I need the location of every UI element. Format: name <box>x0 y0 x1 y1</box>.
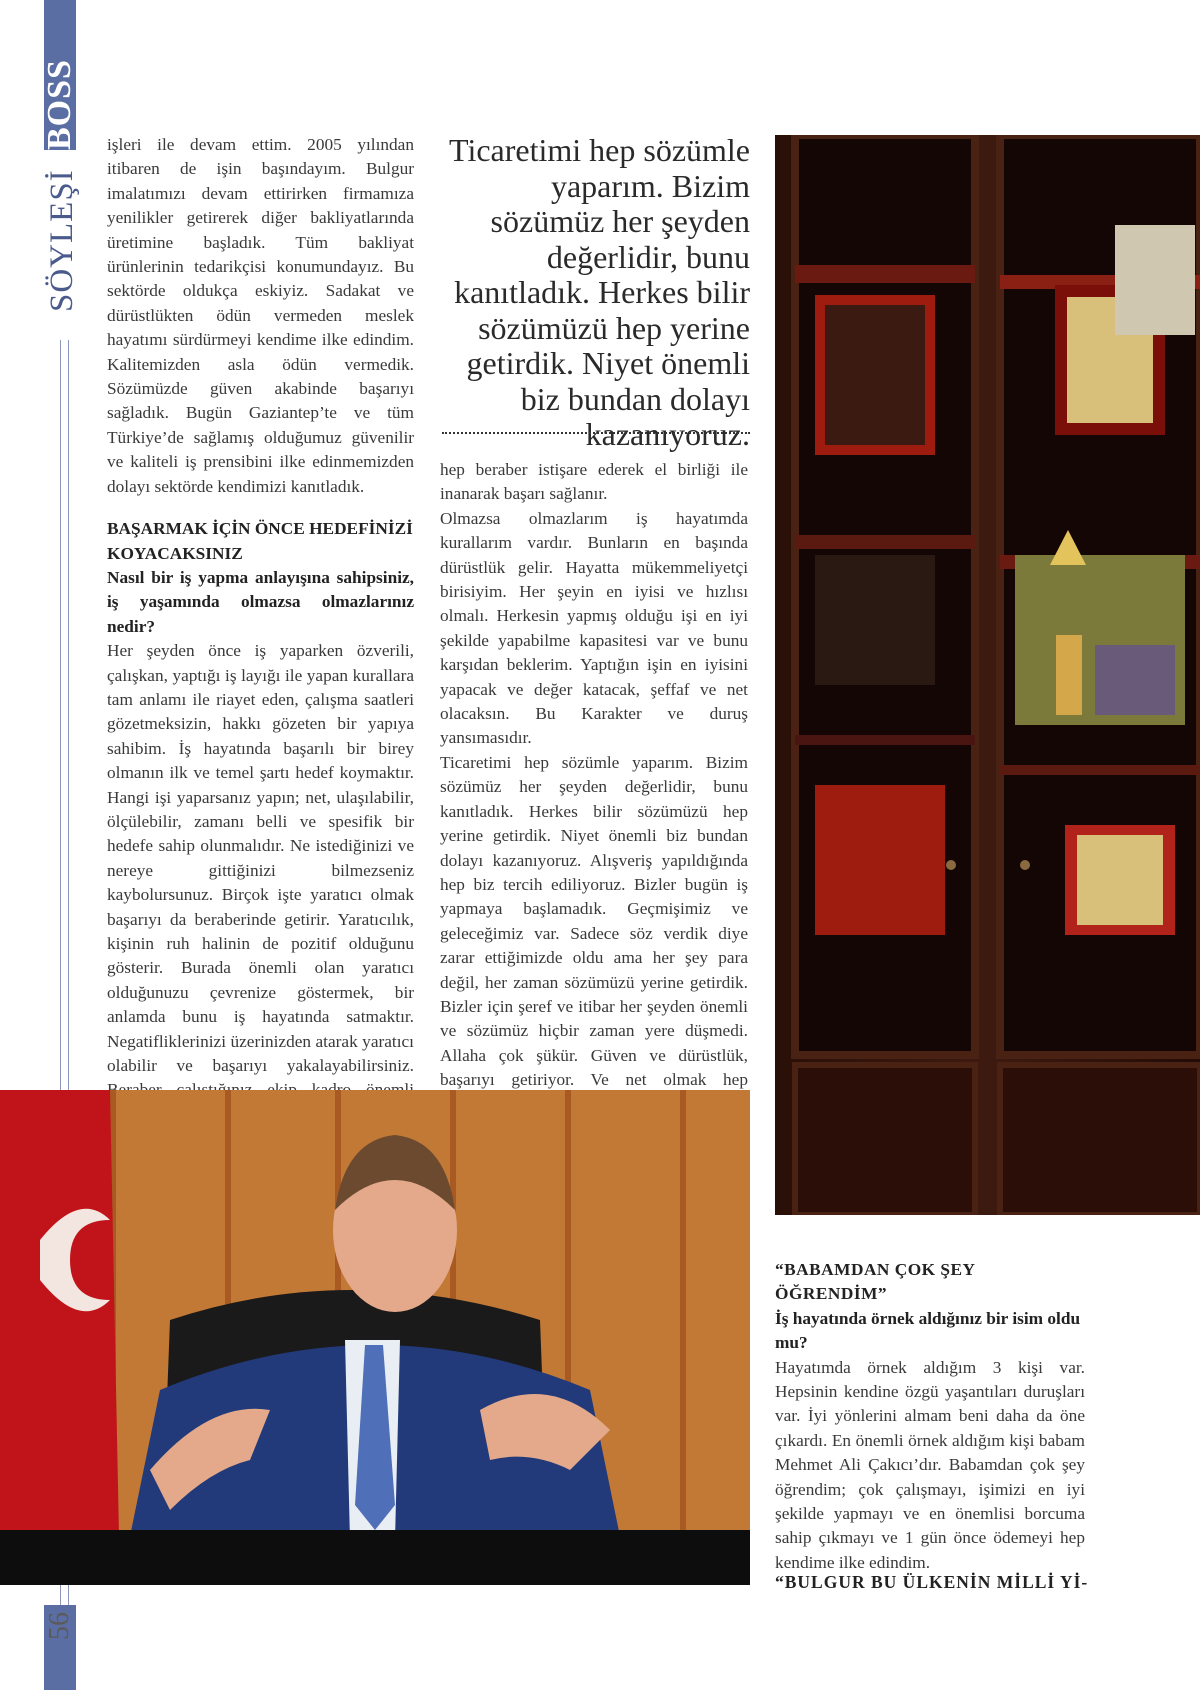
body-paragraph: hep beraber istişare ederek el birliği ile inanarak başarı sağlanır. <box>440 460 748 504</box>
body-paragraph: Olmazsa olmazlarım iş hayatımda kurallarım vardır. Bunların en başında dürüstlük gelir. Hayatta mükemmeliyetçi birisiyim. Her şeyin en iyisi ve hızlısı olmalı. Herkesin yapmış olduğu işi en iyi şekilde yapabilme kapasitesi var ve bunu karşıdan beklerim. Yaptığın işin en iyisini yapacak ve değer katacak, şeffaf ve net olacaksın. Bu Karakter ve duruş yansımasıdır. <box>440 508 748 748</box>
interview-question: Nasıl bir iş yapma anlayışına sahipsiniz, iş yaşamında olmazsa olmazlarınız nedir? <box>107 567 414 636</box>
body-paragraph: Her şeyden önce iş yaparken özverili, çalışkan, yaptığı iş layığı ile yapan kurallara tam anlamı ile riayet eden, çalışma saatleri gözetmeksizin, hakkı gözeten bir yapıya sahibim. İş hayatında başarılı bir birey olmanın ilk ve temel şartı hedef koymaktır. Hangi işi yaparsanız yapın; net, ulaşılabilir, ölçülebilir, zamanı belli ve spesifik bir hedefe sahip olunmalıdır. Ne istediğinizi ve nereye gittiğinizi bilmezseniz kaybolursunuz. Birçok işte yaratıcı olmak başarıyı da beraberinde getirir. Yaratıcılık, kişinin ruh halinin de pozitif olduğunu gösterir. Burada önemli olan yaratıcı olduğunuzu çevrenize göstermek, bir anlamda bunu iş hayatında satmaktır. Negatifliklerinizi üzerinizden atarak yaratıcı olabilir ve başarıyı yakalayabilirsiniz. <box>107 641 414 1076</box>
section-heading: BAŞARMAK İÇİN ÖNCE HEDEFİNİZİ KOYACAKSINIZ <box>107 519 413 563</box>
brand-logo: BOSS <box>41 59 78 150</box>
next-section-heading: “BULGUR BU ÜLKENİN MİLLİ Yİ- <box>775 1572 1089 1592</box>
section-heading: “BABAMDAN ÇOK ŞEY ÖĞRENDİM” <box>775 1260 975 1304</box>
office-cabinet-photo <box>775 135 1200 1215</box>
article-column-1 <box>107 133 414 1127</box>
section-label: SÖYLEŞİ <box>44 169 80 312</box>
body-paragraph: Hayatımda örnek aldığım 3 kişi var. Hepsinin kendine özgü yaşantıları duruşları var. İyi yönlerini almam beni daha da öne çıkardı. En önemli örnek aldığım kişi babam Mehmet Ali Çakıcı’dır. Babamdan çok şey öğrendim; çok çalışmayı, işimizi en iyi şekilde yapmayı ve en önemlisi borcuma sahip çıkmayı ve 1 gün önce ödemeyi hep kendime ilke edindim. <box>775 1357 1085 1572</box>
pull-quote: Ticaretimi hep sözümle yaparım. Bizim sözümüz her şeyden değerlidir, bunu kanıtladık. Herkes bilir sözümüzü hep yerine getirdik. Niyet önemli biz bundan dolayı kazanıyoruz. <box>449 132 750 452</box>
article-column-3 <box>775 1258 1085 1575</box>
pull-quote-divider <box>442 432 750 434</box>
interview-question: İş hayatında örnek aldığınız bir isim oldu mu? <box>775 1308 1081 1353</box>
portrait-photo <box>0 1090 750 1585</box>
body-paragraph: Ticaretimi hep sözümle yaparım. Bizim sözümüz her şeyden değerlidir, bunu kanıtladık. Herkes bilir sözümüzü hep yerine getirdik. Niyet önemli biz bundan dolayı kazanıyoruz. Alışveriş yapıldığında hep biz tercih ediliyoruz. Bizler bugün iş yapmaya başlamadık. Geçmişimiz ve geleceğimiz var. Sadece söz verdik diye zarar ettiğimizde oldu ama her şey para değil, her zaman sözümüzü yerine getirdik. Bizler için şeref ve itibar her şeyden önemli ve sözümüz hiçbir zaman yere düşmedi. Allaha çok şükür. Güven ve dürüstlük, başarıyı getiriyor. Ve net olmak hep <box>440 752 748 1090</box>
page-number: 56 <box>44 1612 75 1640</box>
body-paragraph: işleri ile devam ettim. 2005 yılından itibaren de işin başındayım. Bulgur imalatımızı devam ettirirken firmamıza yenilikler getirerek diğer bakliyatlarında üretimine başladık. Tüm bakliyat ürünlerinin tedarikçisi konumundayız. Bu sektörde oldukça eskiyiz. Sadakat ve dürüstlükten ödün vermeden meslek hayatımı sürdürmeyi kendime ilke edindim. Kalitemizden asla ödün vermedik. Sözümüzde güven akabinde başarıyı sağladık. Bugün Gaziantep’te ve tüm Türkiye’de sağlamış olduğumuz güvenilir ve kaliteli iş prensibini ilke edinmemizden dolayı sektörde kendimizi kanıtladık. <box>107 135 414 496</box>
article-column-2 <box>440 458 748 1117</box>
